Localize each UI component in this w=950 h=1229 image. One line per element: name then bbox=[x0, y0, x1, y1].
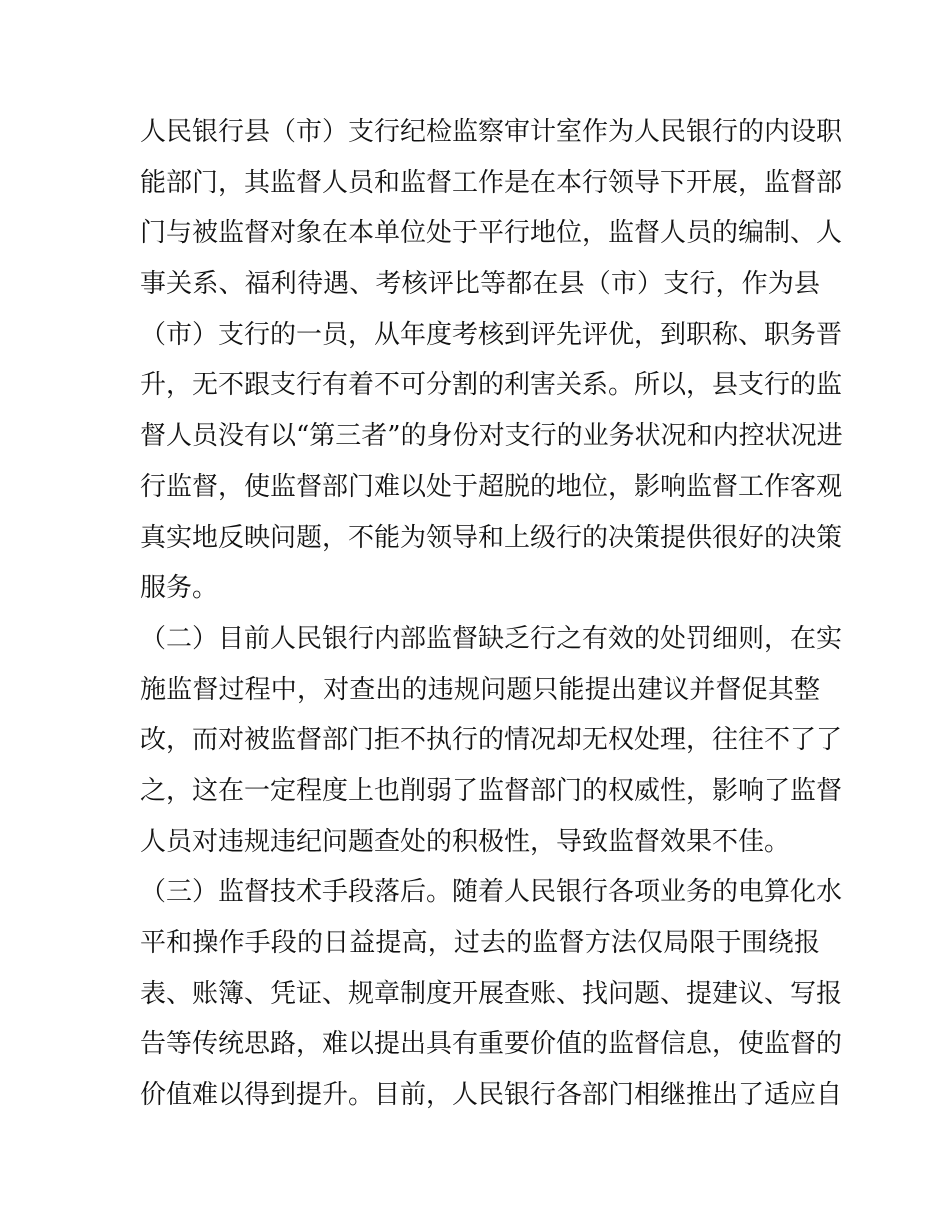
text-line: 门与被监督对象在本单位处于平行地位，监督人员的编制、人 bbox=[140, 218, 843, 249]
text-line: 平和操作手段的日益提高，过去的监督方法仅局限于围绕报 bbox=[140, 928, 820, 958]
text-line: （三）监督技术手段落后。随着人民银行各项业务的电算化水 bbox=[140, 877, 843, 908]
text-line: （二）目前人民银行内部监督缺乏行之有效的处罚细则，在实 bbox=[140, 623, 843, 654]
text-line: 服务。 bbox=[140, 573, 219, 604]
text-line: 之，这在一定程度上也削弱了监督部门的权威性，影响了监督 bbox=[140, 775, 843, 806]
text-line: 施监督过程中，对查出的违规问题只能提出建议并督促其整 bbox=[140, 674, 820, 705]
text-line: 督人员没有以“第三者”的身份对支行的业务状况和内控状况进 bbox=[140, 421, 843, 452]
text-line: 事关系、福利待遇、考核评比等都在县（市）支行，作为县 bbox=[140, 269, 820, 300]
text-line: 能部门，其监督人员和监督工作是在本行领导下开展，监督部 bbox=[140, 167, 843, 198]
text-line: 升，无不跟支行有着不可分割的利害关系。所以，县支行的监 bbox=[140, 370, 843, 401]
text-line: 价值难以得到提升。目前，人民银行各部门相继推出了适应自 bbox=[140, 1080, 843, 1111]
text-line: 告等传统思路，难以提出具有重要价值的监督信息，使监督的 bbox=[140, 1029, 843, 1060]
body-text bbox=[140, 107, 843, 1121]
text-line: 表、账簿、凭证、规章制度开展查账、找问题、提建议、写报 bbox=[140, 978, 843, 1009]
text-line: 改，而对被监督部门拒不执行的情况却无权处理，往往不了了 bbox=[140, 725, 843, 756]
text-line: 人员对违规违纪问题查处的积极性，导致监督效果不佳。 bbox=[140, 826, 791, 857]
text-line: 真实地反映问题，不能为领导和上级行的决策提供很好的决策 bbox=[140, 522, 843, 553]
text-line: 人民银行县（市）支行纪检监察审计室作为人民银行的内设职 bbox=[140, 117, 843, 147]
text-line: （市）支行的一员，从年度考核到评先评优，到职称、职务晋 bbox=[140, 319, 843, 350]
text-line: 行监督，使监督部门难以处于超脱的地位，影响监督工作客观 bbox=[140, 471, 843, 502]
